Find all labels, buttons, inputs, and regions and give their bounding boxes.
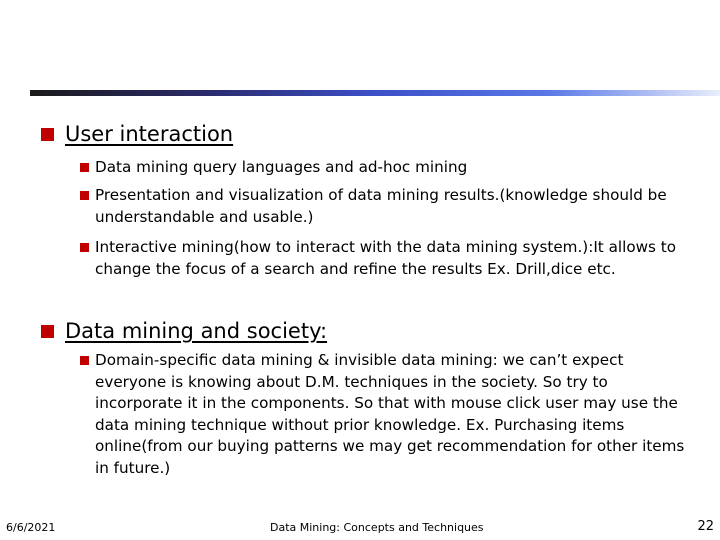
list-item: Data mining query languages and ad-hoc mining bbox=[95, 158, 468, 176]
list-item: Interactive mining(how to interact with the data mining system.):It allows to change the focus of a search and refine the results Ex. Drill,dice etc. bbox=[95, 238, 677, 278]
section-heading-data-mining-society: Data mining and society: bbox=[65, 319, 328, 343]
footer-title: Data Mining: Concepts and Techniques bbox=[270, 521, 484, 534]
bullet-icon bbox=[80, 356, 89, 365]
title-bar bbox=[30, 90, 720, 96]
list-item: Presentation and visualization of data mining results.(knowledge should be understandable and usable.) bbox=[95, 186, 667, 226]
section-heading-user-interaction: User interaction bbox=[65, 122, 234, 146]
bullet-icon bbox=[41, 128, 54, 141]
bullet-icon bbox=[41, 325, 54, 338]
page-number: 22 bbox=[697, 519, 714, 534]
bullet-icon bbox=[80, 163, 89, 172]
footer-date: 6/6/2021 bbox=[6, 521, 56, 534]
bullet-icon bbox=[80, 191, 89, 200]
bullet-icon bbox=[80, 243, 89, 252]
list-item: Domain-specific data mining & invisible data mining: we can’t expect everyone is knowing about D.M. techniques in the society. So try to incorporate it in the components. So that with mouse click user may use the data mining technique without prior knowledge. Ex. Purchasing items online(from our buying patterns we may get recommendation for other items in future.) bbox=[95, 351, 685, 477]
